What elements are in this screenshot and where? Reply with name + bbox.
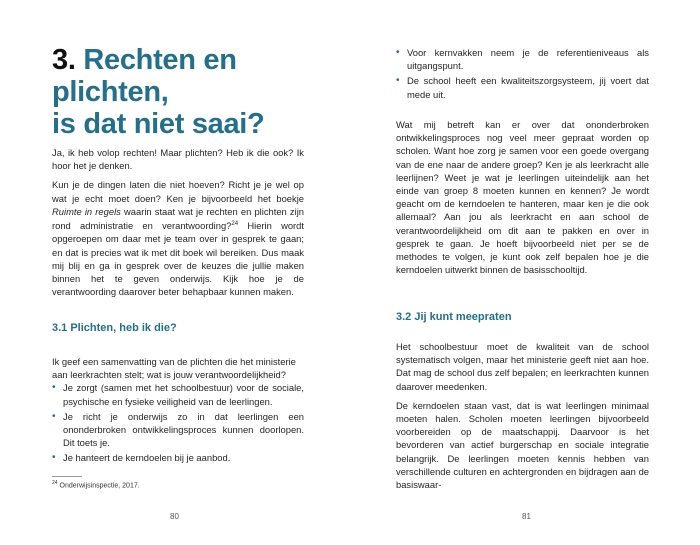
list-item-text: Je zorgt (samen met het schoolbestuur) voor de sociale, psychische en fysieke veiligheid van de leerlingen. [63, 382, 304, 407]
right-paragraph-1: Wat mij betreft kan er over dat ononderbroken ontwikkelingsproces nog veel meer gepraat worden op scholen. Want hoe zorg je samen voor een goede overgang van de ene naar de andere groep? Ken je als leerkracht alle leerlijnen? Weet je wat je leerlingen uiteindelijk aan het einde van groep 8 moeten kunnen en kennen? Je wordt geacht om de kerndoelen te hanteren, maar ken je die ook allemaal? Aan jou als leerkracht en aan school de verantwoordelijkheid om dit aan te pakken en over in gesprek te gaan. Je hoeft bijvoorbeeld niet per se de methodes te volgen, je kunt ook zelf bepalen hoe je die kerndoelen uitwerkt binnen de basisschooltijd. [396, 119, 649, 276]
list-item [396, 46, 649, 72]
section-heading-3-1: 3.1 Plichten, heb ik die? [52, 322, 177, 334]
book-title: Ruimte in regels [52, 205, 121, 217]
chapter-title [52, 44, 342, 140]
intro-p2-part-c: Hierin wordt opgeroepen om daar met je team over in gesprek te gaan; en dat is precies wat ik met dit boek wil bereiken. Dus maak mij blij en ga in gesprek over de keuzes die jullie maken binnen het te geven onderwijs. Kijk hoe je de verantwoording daarover beter behapbaar kunnen maken. [52, 220, 305, 298]
obligations-list-continued [396, 46, 649, 101]
intro-p2-part-a: Kun je de dingen laten die niet hoeven? Richt je je wel op wat je echt moet doen? Ken je bijvoorbeeld het boekje [52, 179, 304, 204]
continued-list [396, 46, 649, 103]
section-3-1-heading-wrap [52, 322, 304, 334]
footnote-number: 24 [52, 480, 58, 486]
page-number-right: 81 [522, 512, 531, 521]
right-paragraph-2: Het schoolbestuur moet de kwaliteit van de school systematisch volgen, maar het ministerie geeft niet aan hoe. Dat mag de school dus zelf bepalen; en leerkrachten kunnen daarover meedenken. [396, 341, 649, 392]
chapter-title-line2: is dat niet saai? [52, 108, 265, 140]
chapter-title-line1: Rechten en plichten, [52, 44, 237, 108]
intro-p2-part-b: waarin staat wat je rechten en plichten zijn rond administratie en verantwoording? [52, 205, 304, 232]
chapter-number: 3. [52, 44, 76, 76]
right-paragraph-1-wrap [396, 118, 649, 282]
section-heading-3-2: 3.2 Jij kunt meepraten [396, 311, 512, 323]
page-number-left: 80 [170, 512, 179, 521]
right-paragraph-3: De kerndoelen staan vast, dat is wat leerlingen minimaal moeten halen. Scholen moeten leerlingen bijvoorbeeld voorbereiden op de maatschappij. Daarvoor is het bevorderen van actief burgerschap en sociale integratie belangrijk. De leerlingen moeten kennis hebben van verschillende culturen en achtergronden en bijdragen aan de basiswaar- [396, 399, 649, 491]
bullet-icon: • [52, 452, 56, 464]
list-item-text: Voor kernvakken neem je de referentieniveaus als uitgangspunt. [407, 47, 649, 72]
obligations-list [52, 381, 304, 464]
intro-paragraph-2 [52, 178, 304, 298]
footnote-divider [52, 476, 82, 477]
list-item [396, 74, 649, 100]
intro-text [52, 146, 304, 304]
bullet-icon: • [396, 75, 400, 87]
list-item [52, 381, 304, 407]
section-3-1-body [52, 355, 304, 467]
list-item-text: De school heeft een kwaliteitszorgsysteem, jij voert dat mede uit. [407, 75, 649, 100]
footnote-text: Onderwijsinspectie, 2017. [59, 482, 140, 490]
intro-paragraph-1: Ja, ik heb volop rechten! Maar plichten? Heb ik die ook? Ik hoor het je denken. [52, 147, 304, 172]
section-3-2-body [396, 340, 649, 497]
list-item [52, 410, 304, 450]
list-item [52, 451, 304, 464]
bullet-icon: • [52, 410, 56, 422]
right-page [350, 0, 700, 545]
footnote [52, 480, 140, 489]
list-item-text: Je richt je onderwijs zo in dat leerlingen een ononderbroken ontwikkelingsproces kunnen doorlopen. Dit toets je. [63, 410, 304, 449]
footnote-reference: 24 [231, 221, 239, 228]
list-item-text: Je hanteert de kerndoelen bij je aanbod. [63, 452, 231, 464]
section-3-2-heading-wrap [396, 311, 649, 323]
section-3-1-intro: Ik geef een samenvatting van de plichten die het ministerie aan leerkrachten stelt; wat is jouw verantwoordelijkheid? [52, 356, 296, 381]
bullet-icon: • [396, 47, 400, 58]
bullet-icon: • [52, 382, 56, 394]
